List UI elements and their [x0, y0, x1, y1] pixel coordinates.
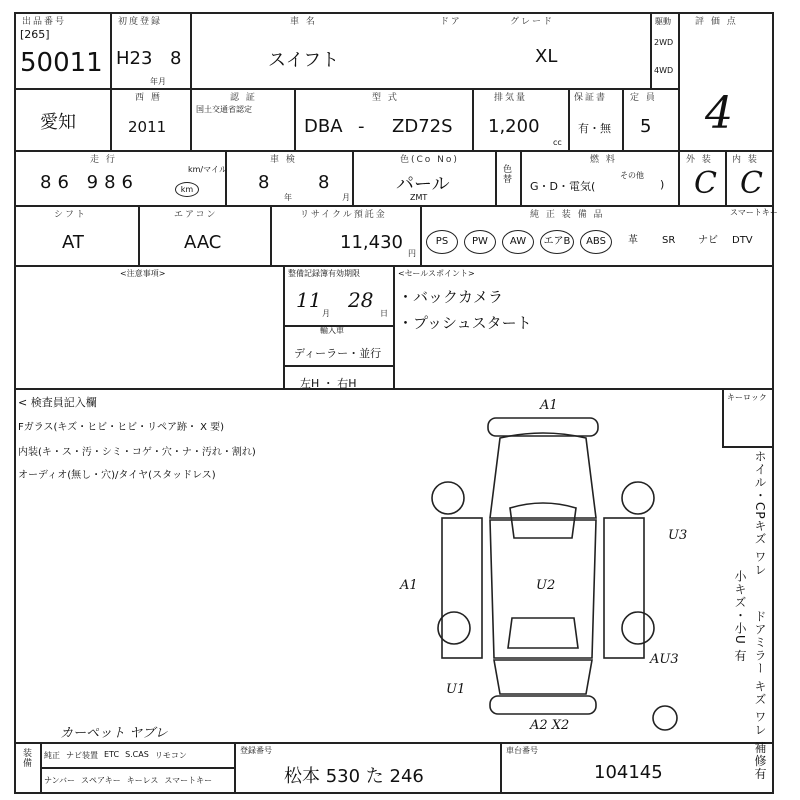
first-reg-unit: 年月 — [150, 77, 166, 86]
front-right-wheel — [622, 482, 654, 514]
footer-r2-1: スペアキー — [81, 776, 121, 785]
footer-row1 — [44, 750, 187, 761]
mark-roof: U2 — [536, 578, 556, 593]
equip-leather: 革 — [628, 235, 638, 246]
smart-key-label: スマートキー — [730, 208, 778, 217]
rear-right-wheel — [622, 612, 654, 644]
trunk — [494, 660, 592, 694]
mileage-unit-km: km — [175, 182, 199, 197]
rear-bumper — [490, 696, 596, 714]
model-name-label: 車 名 — [290, 17, 317, 27]
mark-rear-left: U1 — [446, 682, 466, 697]
mileage-value: 86 986 — [40, 172, 139, 193]
inspection-month: 8 — [318, 172, 330, 193]
mileage-unit-top: km/マイル — [188, 165, 227, 174]
cert-sub: 国土交通省認定 — [196, 105, 252, 114]
recycle-label: リサイクル預託金 — [300, 210, 387, 220]
left-doors — [442, 518, 482, 658]
capacity-value: 5 — [640, 116, 652, 137]
score-value: 4 — [705, 88, 733, 139]
side-note-3: ドアミラー キズ ワレ 補修有 — [753, 610, 767, 781]
mark-left-door: A1 — [400, 578, 418, 593]
spare-wheel — [653, 706, 677, 730]
type-dash: - — [358, 116, 365, 137]
plate-value: 松本 530 た 246 — [284, 766, 424, 787]
first-reg-label: 初度登録 — [118, 17, 163, 27]
inspection-year: 8 — [258, 172, 270, 193]
equip-sr: SR — [662, 235, 676, 246]
sales-label: <セールスポイント> — [398, 269, 475, 278]
grade-value: XL — [535, 46, 558, 67]
drive-label: 駆動 — [655, 17, 671, 26]
footer-r1-3: S.CAS — [125, 750, 149, 759]
equip-dtv: DTV — [732, 235, 753, 246]
footer-r1-0: 純正 — [44, 751, 60, 760]
mark-rear-right: AU3 — [650, 652, 679, 667]
footer-left-label: 装備 — [21, 748, 31, 768]
drive-2wd: 2WD — [654, 38, 674, 47]
displacement-label: 排気量 — [494, 93, 528, 103]
color-code: ZMT — [410, 193, 428, 202]
displacement-unit: cc — [553, 138, 562, 147]
mileage-label: 走 行 — [90, 155, 117, 165]
equip-pw: PW — [464, 230, 496, 254]
notes-label: <注意事項> — [120, 269, 166, 278]
interior-label: 内 装 — [732, 155, 759, 165]
import-steer: 左H ・ 右H — [300, 377, 357, 390]
shift-label: シフト — [54, 210, 88, 220]
cert-label: 認 証 — [230, 93, 257, 103]
fuel-close: ) — [660, 178, 665, 191]
first-reg-month: 8 — [170, 48, 182, 69]
record-day: 28 — [348, 288, 374, 312]
exterior-value: C — [694, 166, 717, 201]
year-value: 2011 — [128, 118, 167, 136]
region: 愛知 — [40, 112, 76, 133]
color-name: パール — [396, 174, 450, 195]
record-m: 月 — [322, 309, 330, 318]
equipment-label: 純 正 装 備 品 — [530, 210, 605, 220]
lot-number: 50011 — [20, 48, 103, 78]
color-label: 色(Co No) — [400, 155, 459, 165]
equipment-list — [426, 230, 762, 254]
import-value: ディーラー・並行 — [294, 347, 382, 360]
drive-4wd: 4WD — [654, 66, 674, 75]
plate-label: 登録番号 — [240, 746, 272, 755]
footer-r2-3: スマートキー — [164, 776, 213, 785]
footer-row2 — [44, 775, 212, 786]
hood — [490, 433, 596, 518]
shift-value: AT — [62, 232, 84, 253]
mark-rear-bumper: A2 X2 — [530, 718, 570, 733]
grade-label: グレード — [510, 17, 555, 27]
mark-right-door: U3 — [668, 528, 688, 543]
rear-window — [508, 618, 578, 648]
import-label: 輸入車 — [320, 326, 344, 335]
record-month: 11 — [296, 288, 322, 312]
vin-value: 104145 — [594, 762, 663, 783]
fuel-label: 燃 料 — [590, 155, 617, 165]
fuel-value: G・D・電気( — [530, 180, 596, 193]
door-label: ドア — [440, 17, 462, 27]
record-label: 整備記録簿有効期限 — [288, 269, 360, 278]
first-reg-year: H23 — [116, 48, 153, 69]
model-name: スイフト — [268, 50, 340, 71]
type-prefix: DBA — [304, 116, 343, 137]
side-note-2: 小キズ・小U 有 — [733, 570, 747, 663]
inspector-interior: 内装(キ・ス・汚・シミ・コゲ・穴・ナ・汚れ・割れ) — [18, 447, 256, 458]
lot-header: 出品番号 — [22, 17, 67, 27]
footer-r1-2: ETC — [104, 750, 120, 759]
footer-r1-1: ナビ装置 — [66, 751, 98, 760]
equip-airbag: エアB — [540, 230, 574, 254]
aircon-label: エアコン — [174, 210, 218, 220]
record-d: 日 — [380, 309, 388, 318]
inspector-glass: Fガラス(キズ・ヒビ・ヒビ・リペア跡・ X 要) — [18, 422, 225, 433]
equip-ps: PS — [426, 230, 458, 254]
footer-r2-2: キーレス — [126, 776, 159, 785]
sales-point-1: ・バックカメラ — [398, 288, 504, 306]
side-note-1: ホイル・CPキズ ワレ — [753, 450, 767, 577]
type-code: ZD72S — [392, 116, 453, 137]
book-value: 有・無 — [578, 122, 611, 135]
inspection-label: 車 検 — [270, 155, 297, 165]
recycle-unit: 円 — [408, 249, 416, 258]
footer-r2-0: ナンバー — [44, 776, 76, 785]
equip-navi: ナビ — [698, 235, 718, 246]
inspector-audio: オーディオ(無し・穴)/タイヤ(スタッドレス) — [18, 470, 216, 481]
interior-value: C — [740, 166, 763, 201]
equip-aw: AW — [502, 230, 534, 254]
displacement-value: 1,200 — [488, 116, 540, 137]
inspector-label: < 検査員記入欄 — [18, 396, 97, 409]
equip-abs: ABS — [580, 230, 612, 254]
book-label: 保証書 — [574, 93, 608, 103]
front-left-wheel — [432, 482, 464, 514]
year-label: 西 暦 — [135, 93, 162, 103]
sales-point-2: ・プッシュスタート — [398, 314, 532, 332]
capacity-label: 定 員 — [630, 93, 657, 103]
type-label: 型 式 — [372, 93, 399, 103]
aircon-value: AAC — [184, 232, 222, 253]
exterior-label: 外 装 — [686, 155, 713, 165]
mark-front: A1 — [540, 398, 558, 413]
recycle-value: 11,430 — [340, 232, 403, 253]
bottom-note: カーペット ヤブレ — [60, 726, 168, 741]
score-label: 評 価 点 — [695, 17, 738, 27]
lot-prefix: [265] — [20, 28, 50, 41]
inspection-m: 月 — [342, 193, 350, 202]
fuel-other: その他 — [620, 171, 644, 180]
vin-label: 車台番号 — [506, 746, 538, 755]
color-change-label: 色替 — [501, 164, 511, 184]
inspection-y: 年 — [284, 193, 292, 202]
keyless-label: キーロック — [727, 393, 767, 402]
footer-r1-4: リモコン — [154, 751, 187, 760]
